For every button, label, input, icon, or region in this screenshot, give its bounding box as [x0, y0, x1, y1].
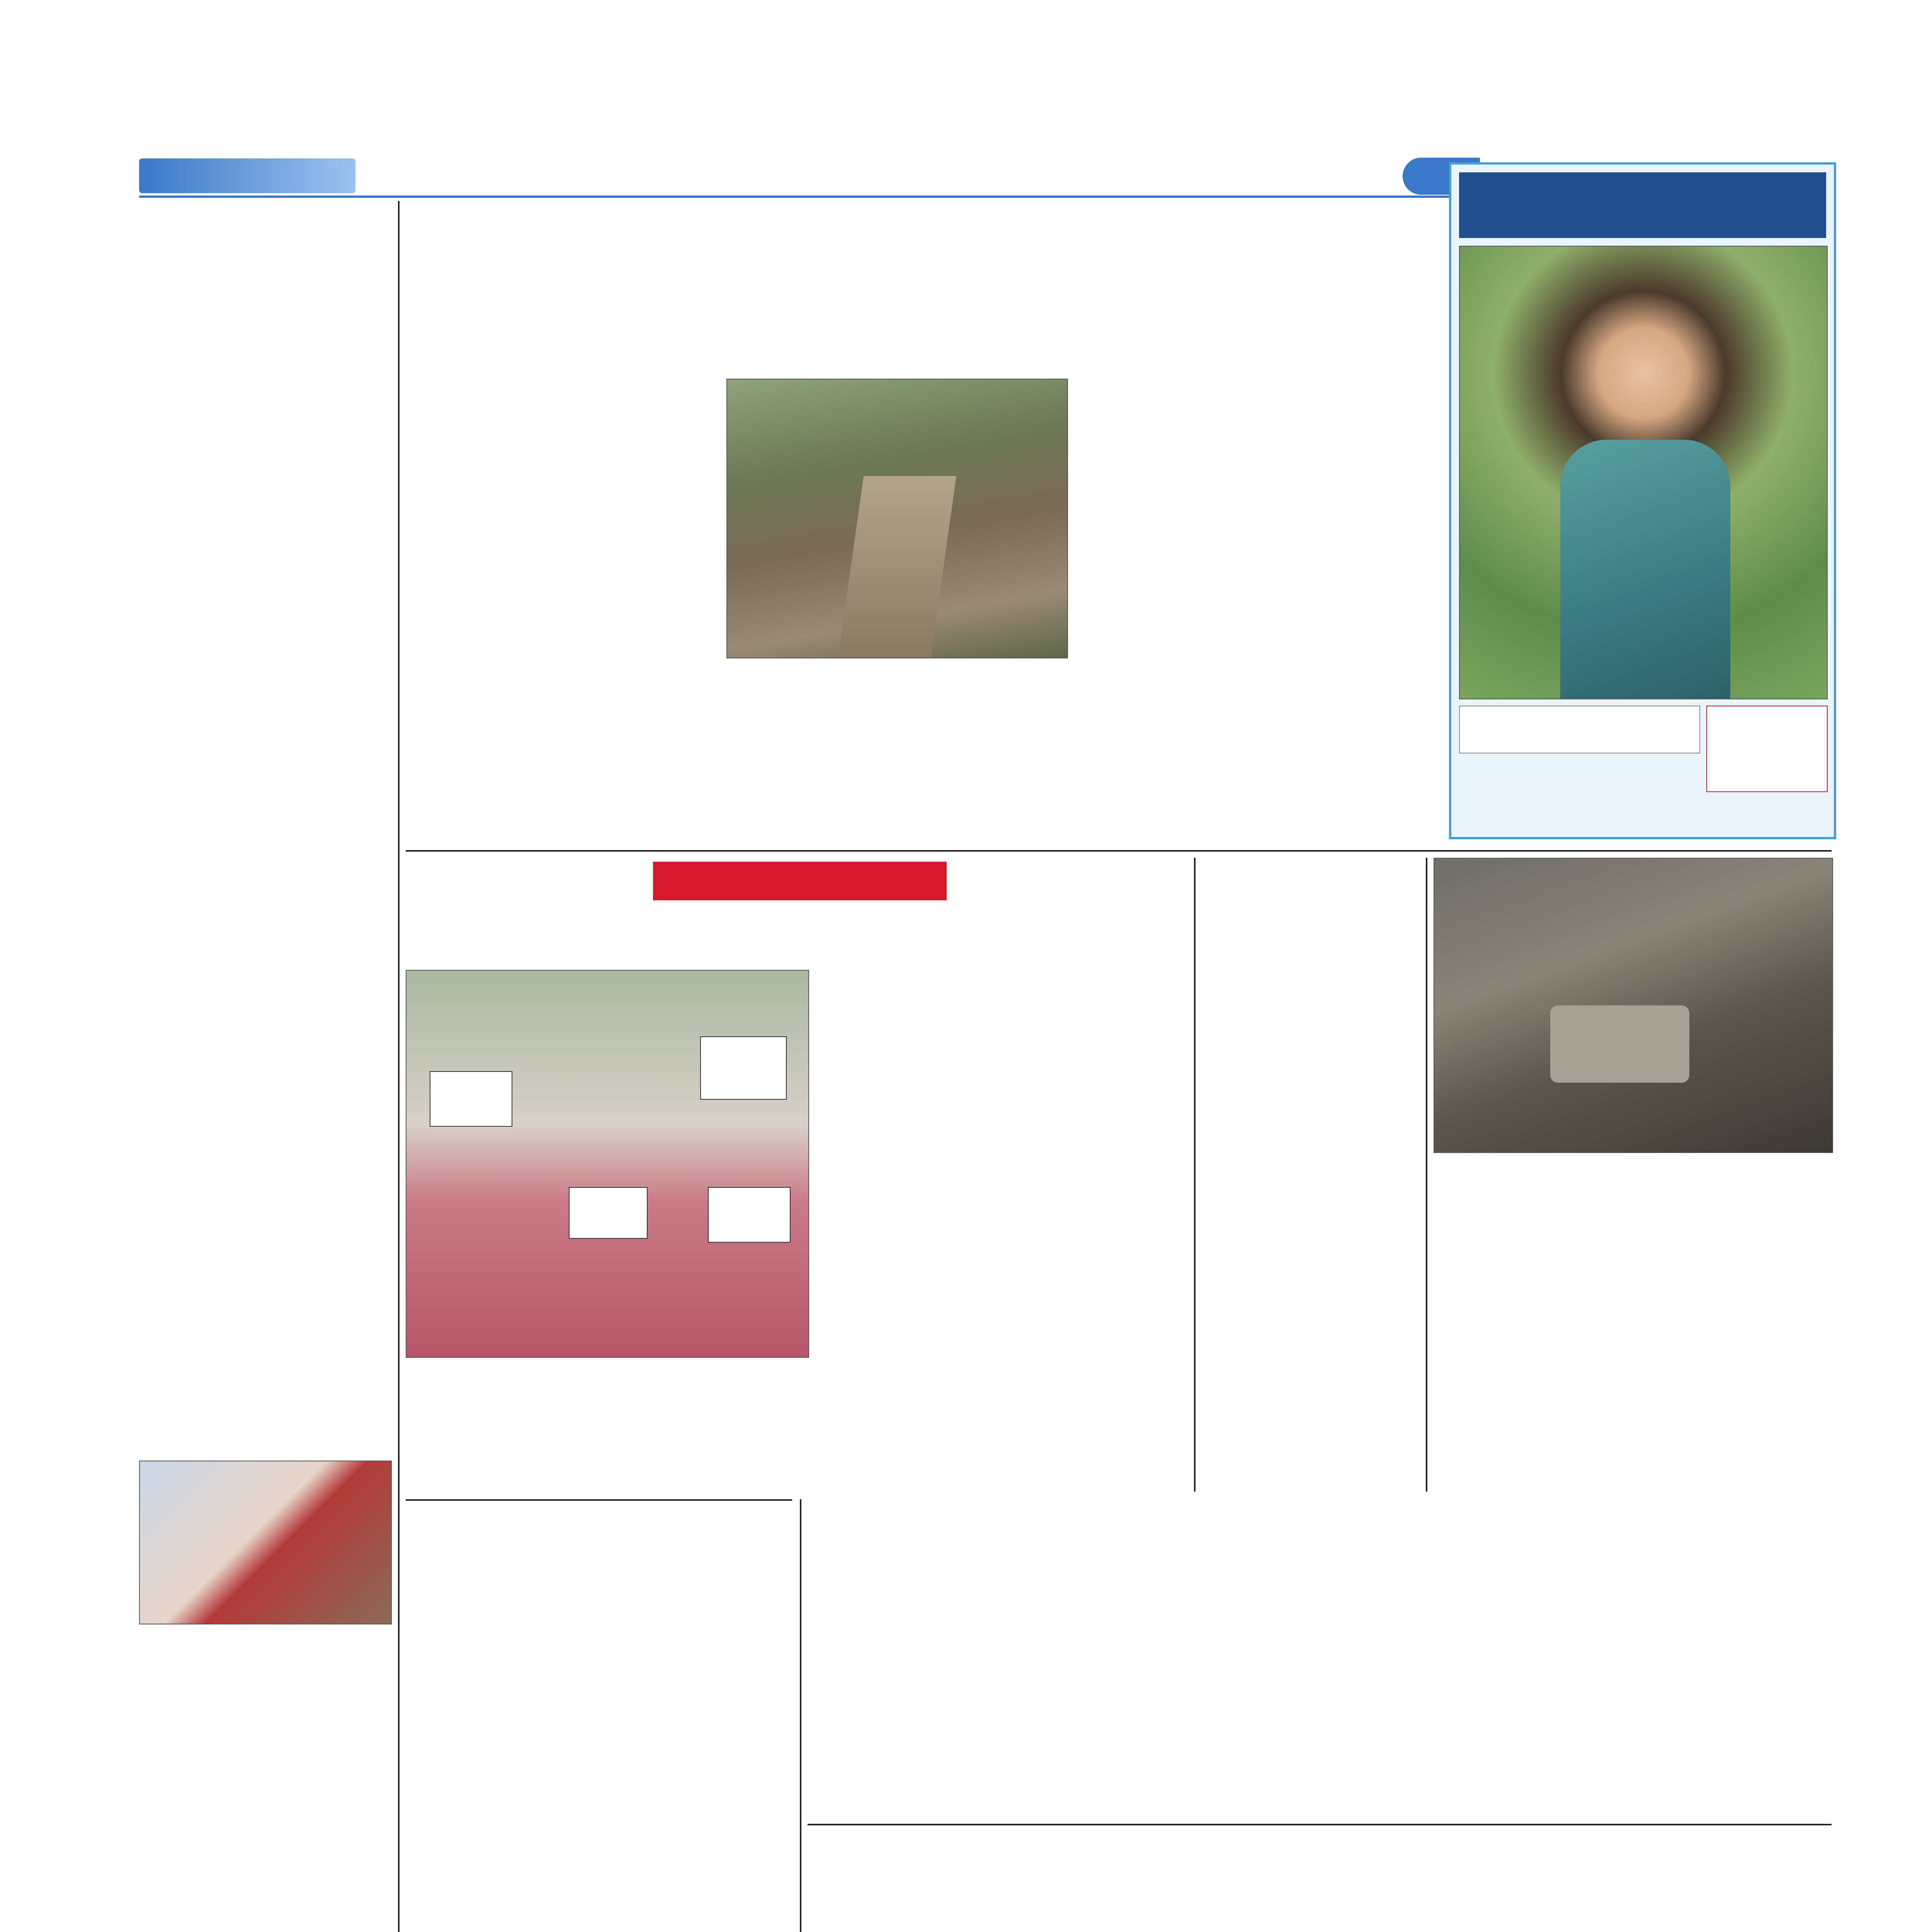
placard [569, 1187, 648, 1239]
contest-title-bar [1459, 172, 1826, 238]
section-label [139, 158, 355, 193]
forest-road-photo [726, 379, 1068, 658]
madrasa-story [1202, 858, 1418, 1492]
top-story [406, 201, 1441, 850]
forest-story [808, 1499, 1434, 1820]
placard [430, 1071, 512, 1127]
contest-name-box [1459, 706, 1700, 753]
contest-photo [1459, 246, 1828, 699]
photo-contest [1449, 162, 1836, 839]
health-story [406, 858, 1186, 1492]
left-column [139, 205, 390, 1932]
placard [700, 1036, 787, 1100]
college-story [406, 1507, 792, 1932]
gambling-photo [1434, 858, 1833, 1153]
patient-photo [139, 1461, 392, 1624]
contest-cta-box [1706, 706, 1828, 792]
factory-story [808, 1832, 1832, 1932]
health-tag [653, 862, 947, 900]
placard [708, 1187, 791, 1243]
protest-photo [406, 970, 809, 1358]
gambling-story [1434, 858, 1832, 1507]
